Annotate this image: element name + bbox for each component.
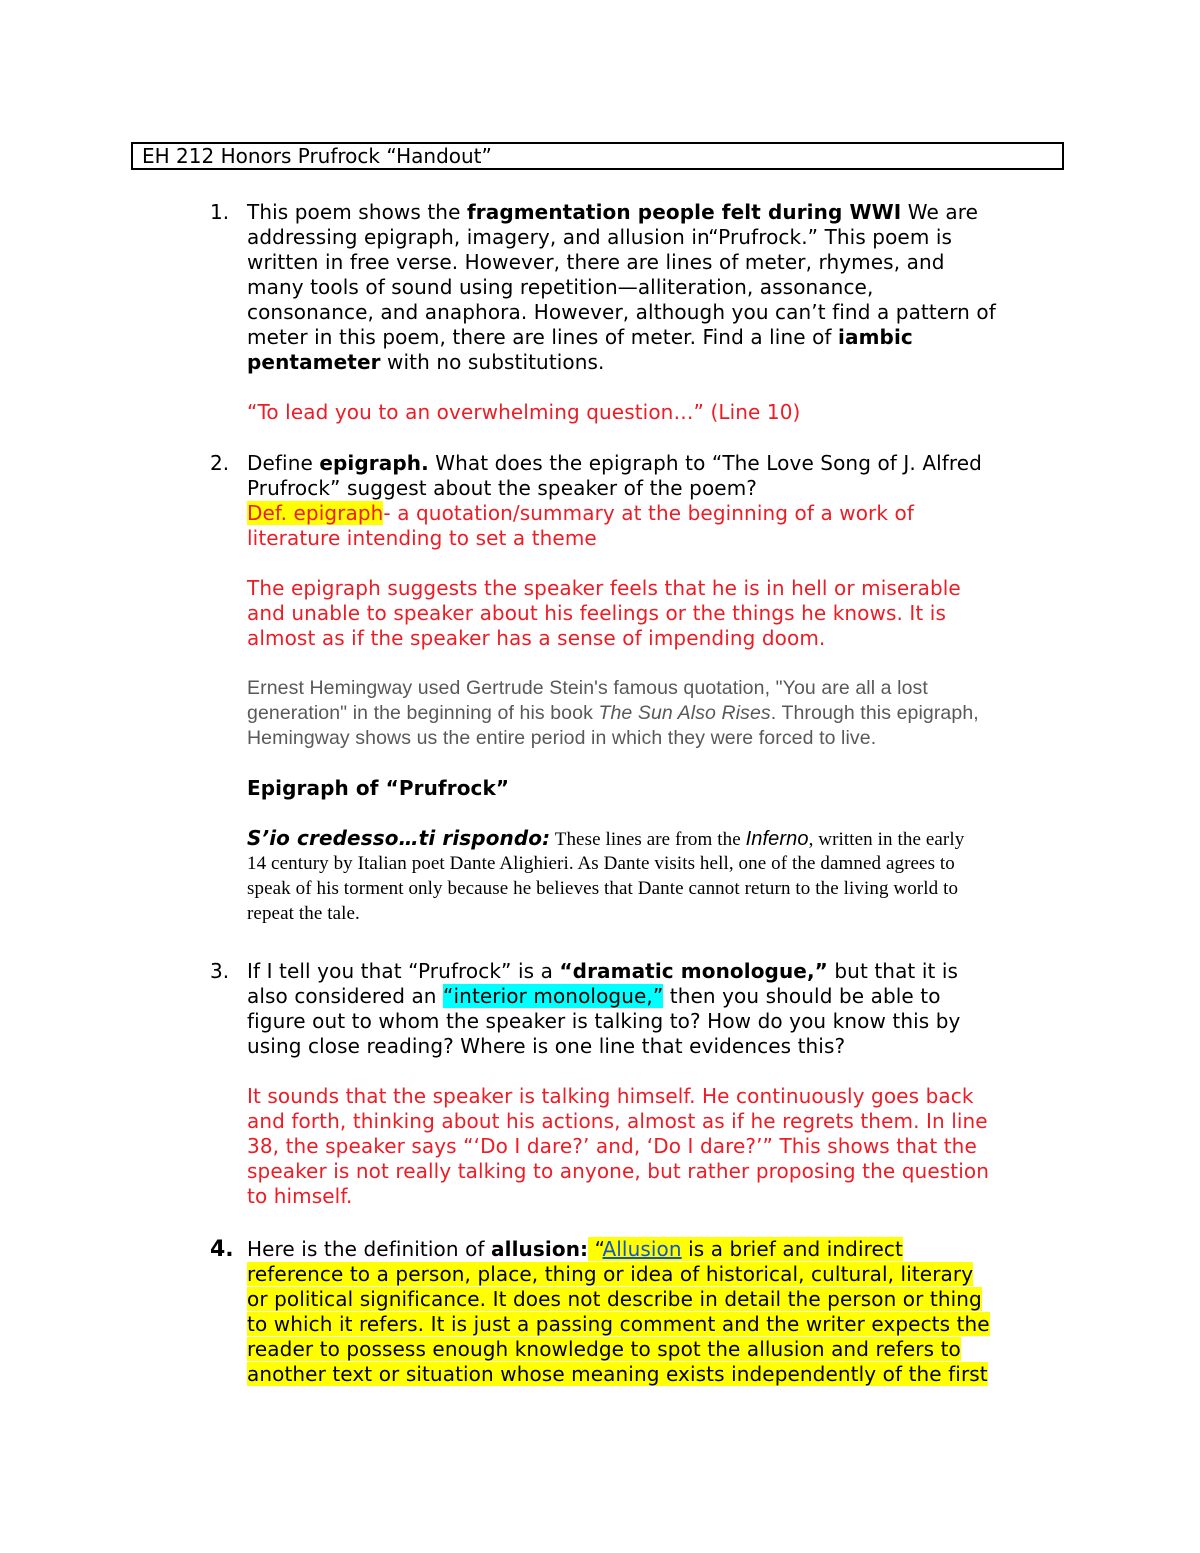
sub-heading: Epigraph of “Prufrock”	[247, 776, 510, 800]
text-run: What does the epigraph to “The Love Song of J. Alfred	[428, 451, 982, 475]
answer-text: and forth, thinking about his actions, almost as if he regrets them. In line	[247, 1109, 988, 1133]
question-number: 2.	[210, 451, 230, 475]
text-run: “	[588, 1237, 603, 1261]
question-number: 4.	[210, 1237, 234, 1262]
text-run: . Through this epigraph,	[770, 702, 979, 724]
highlighted-text: another text or situation whose meaning exists independently of the first	[247, 1362, 988, 1386]
text-run: is a brief and indirect	[681, 1237, 903, 1261]
text-line: many tools of sound using repetition—alliteration, assonance,	[247, 275, 874, 299]
answer-text: speaker is not really talking to anyone, but rather proposing the question	[247, 1159, 989, 1183]
example-text: Hemingway shows us the entire period in which they were forced to live.	[247, 727, 877, 749]
text-line: speak of his torment only because he believes that Dante cannot return to the living world to	[247, 878, 959, 899]
text-run: If I tell you that “Prufrock” is a	[247, 959, 560, 983]
text-line: addressing epigraph, imagery, and allusion in“Prufrock.” This poem is	[247, 225, 953, 249]
answer-text: “To lead you to an overwhelming question…” (Line 10)	[247, 400, 801, 424]
bold-text: epigraph.	[319, 451, 429, 475]
text-run: We are	[901, 200, 978, 224]
highlighted-text: reader to possess enough knowledge to spot the allusion and refers to	[247, 1337, 961, 1361]
text-line: Prufrock” suggest about the speaker of the poem?	[247, 476, 757, 500]
answer-text: 38, the speaker says “‘Do I dare?’ and, ‘Do I dare?’” This shows that the	[247, 1134, 977, 1158]
allusion-link[interactable]: Allusion	[602, 1237, 682, 1261]
text-run: Here is the definition of	[247, 1237, 492, 1261]
text-line: figure out to whom the speaker is talking to? How do you know this by	[247, 1009, 961, 1033]
question-number: 3.	[210, 959, 230, 983]
answer-text: literature intending to set a theme	[247, 526, 597, 550]
bold-text: allusion:	[491, 1237, 589, 1261]
text-line: written in free verse. However, there are lines of meter, rhymes, and	[247, 250, 945, 274]
question-number: 1.	[210, 200, 230, 224]
text-run: but that it is	[827, 959, 959, 983]
bold-text: pentameter	[247, 350, 381, 374]
answer-text: It sounds that the speaker is talking himself. He continuously goes back	[247, 1084, 974, 1108]
text-line: using close reading? Where is one line that evidences this?	[247, 1034, 846, 1058]
text-run: then you should be able to	[663, 984, 941, 1008]
highlighted-text: reference to a person, place, thing or idea of historical, cultural, literary	[247, 1262, 974, 1286]
bold-text: fragmentation people felt during WWI	[466, 200, 902, 224]
text-run: meter in this poem, there are lines of meter. Find a line of	[247, 325, 839, 349]
book-title: Inferno	[745, 828, 809, 850]
book-title: The Sun Also Rises	[598, 702, 771, 724]
highlighted-text: to which it refers. It is just a passing comment and the writer expects the	[247, 1312, 990, 1336]
text-run: Define	[247, 451, 320, 475]
highlighted-term: Def. epigraph	[247, 501, 384, 525]
text-line: consonance, and anaphora. However, although you can’t find a pattern of	[247, 300, 996, 324]
text-run: , written in the early	[808, 829, 965, 850]
example-text: Ernest Hemingway used Gertrude Stein's famous quotation, "You are all a lost	[247, 677, 928, 699]
text-run: - a quotation/summary at the beginning of a work of	[383, 501, 914, 525]
question-4-text	[247, 1237, 1057, 1387]
quote-text: S’io credesso…ti rispondo:	[247, 826, 551, 850]
answer-text: almost as if the speaker has a sense of impending doom.	[247, 626, 826, 650]
text-run: also considered an	[247, 984, 444, 1008]
text-run: These lines are from the	[550, 829, 746, 850]
text-run: This poem shows the	[247, 200, 467, 224]
question-2-text	[247, 451, 1057, 926]
text-run: generation" in the beginning of his book	[247, 702, 599, 724]
answer-text: to himself.	[247, 1184, 353, 1208]
answer-text: and unable to speaker about his feelings or the things he knows. It is	[247, 601, 946, 625]
text-line: repeat the tale.	[247, 903, 360, 924]
document-title: EH 212 Honors Prufrock “Handout”	[131, 142, 1064, 170]
question-3-text	[247, 959, 1057, 1209]
text-run: with no substitutions.	[380, 350, 605, 374]
highlighted-term: “interior monologue,”	[443, 984, 664, 1008]
bold-text: “dramatic monologue,”	[559, 959, 828, 983]
bold-text: iambic	[838, 325, 913, 349]
question-1-text	[247, 200, 1057, 425]
answer-text: The epigraph suggests the speaker feels that he is in hell or miserable	[247, 576, 961, 600]
highlighted-text: or political significance. It does not describe in detail the person or thing	[247, 1287, 982, 1311]
text-line: 14 century by Italian poet Dante Alighieri. As Dante visits hell, one of the damned agrees to	[247, 853, 955, 874]
